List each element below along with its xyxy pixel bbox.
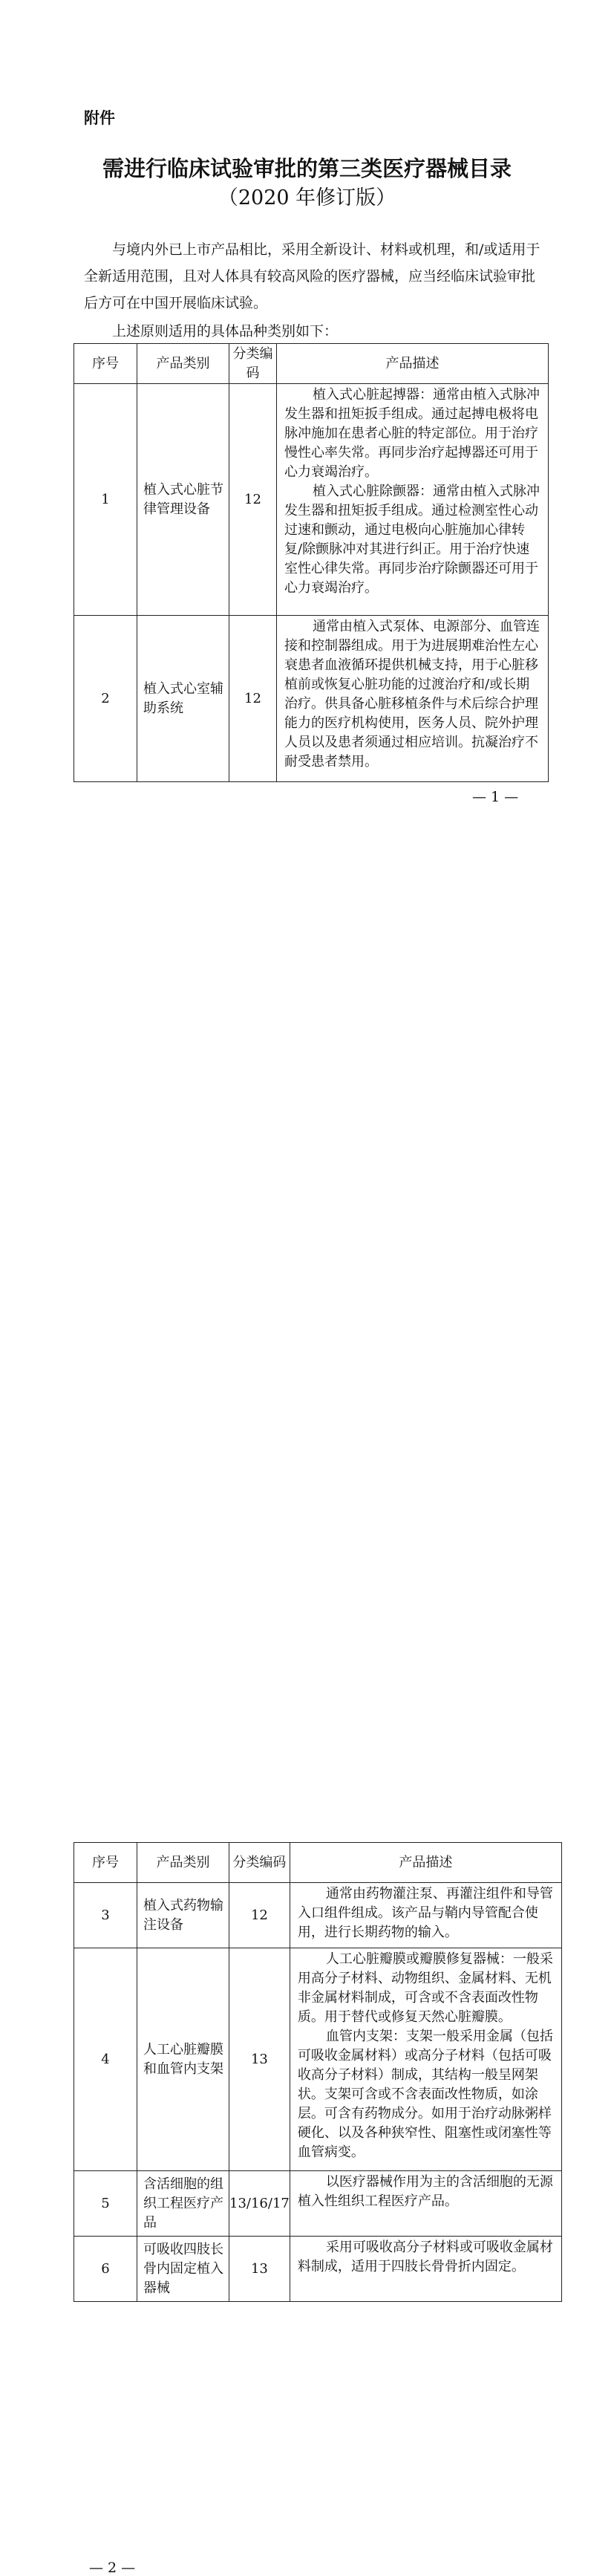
page-2: [0, 869, 614, 2576]
description-paragraph: 植入式心脏起搏器：通常由植入式脉冲发生器和扭矩扳手组成。通过起搏电极将电脉冲施加在患者心脏的特定部位。用于治疗慢性心率失常。再同步治疗起搏器还可用于心力衰竭治疗。: [284, 387, 540, 480]
description-paragraph: 通常由药物灌注泵、再灌注组件和导管入口组件组成。该产品与鞘内导管配合使用，进行长期药物的输入。: [297, 1886, 553, 1940]
intro-paragraph: 与境内外已上市产品相比，采用全新设计、材料或机理，和/或适用于全新适用范围，且对人体具有较高风险的医疗器械，应当经临床试验审批后方可在中国开展临床试验。: [84, 241, 540, 311]
description-paragraph: 采用可吸收高分子材料或可吸收金属材料制成，适用于四肢长骨骨折内固定。: [297, 2240, 553, 2274]
row-category: 可吸收四肢长骨内固定植入器械: [137, 2237, 229, 2302]
description-paragraph: 通常由植入式泵体、电源部分、血管连接和控制器组成。用于为进展期难治性左心衰患者血液循环提供机械支持，用于心脏移植前或恢复心脏功能的过渡治疗和/或长期治疗。供具备心脏移植条件与术后综合护理能力的医疗机构使用，医务人员、院外护理人员以及患者须通过相应培训。抗凝治疗不耐受患者禁用。: [284, 619, 540, 770]
page-number: — 2 —: [89, 2560, 136, 2576]
table-row: [74, 384, 549, 616]
row-code: 12: [229, 616, 277, 782]
table-row: [74, 1883, 562, 1948]
catalog-table-part-2: [74, 1842, 562, 2302]
table-row: [74, 616, 549, 782]
row-category: 人工心脏瓣膜和血管内支架: [137, 1948, 229, 2171]
row-description: [290, 1883, 561, 1948]
row-description: [290, 2171, 561, 2237]
row-description: [277, 616, 549, 782]
row-description: [290, 2237, 561, 2302]
row-seq: 4: [74, 1948, 137, 2171]
row-seq: 6: [74, 2237, 137, 2302]
table-row: [74, 2237, 562, 2302]
row-code: 13: [229, 1948, 290, 2171]
description-paragraph: 植入式心脏除颤器：通常由植入式脉冲发生器和扭矩扳手组成。通过检测室性心动过速和颤动，通过电极向心脏施加心律转复/除颤脉冲对其进行纠正。用于治疗快速室性心律失常。再同步治疗除颤器还可用于心力衰竭治疗。: [284, 484, 540, 596]
lead-paragraph: 上述原则适用的具体品种类别如下：: [112, 323, 339, 339]
header-category: 产品类别: [137, 344, 229, 384]
table-header-row: [74, 344, 549, 384]
row-seq: 3: [74, 1883, 137, 1948]
header-code: 分类编码: [229, 1843, 290, 1883]
description-paragraph: 以医疗器械作用为主的含活细胞的无源植入性组织工程医疗产品。: [297, 2174, 553, 2209]
document-title: 需进行临床试验审批的第三类医疗器械目录: [102, 156, 512, 181]
row-code: 12: [229, 384, 277, 616]
header-seq: 序号: [74, 1843, 137, 1883]
row-description: [277, 384, 549, 616]
header-category: 产品类别: [137, 1843, 229, 1883]
row-category: 植入式药物输注设备: [137, 1883, 229, 1948]
row-category: 植入式心室辅助系统: [137, 616, 229, 782]
description-paragraph: 血管内支架：支架一般采用金属（包括可吸收金属材料）或高分子材料（包括可吸收高分子材料）制成，其结构一般呈网架状。支架可含或不含表面改性物质，如涂层。可含有药物成分。如用于治疗动脉粥样硬化、以及各种狭窄性、阻塞性或闭塞性等血管病变。: [297, 2029, 553, 2160]
row-code: 12: [229, 1883, 290, 1948]
page-1: [0, 0, 614, 869]
table-header-row: [74, 1843, 562, 1883]
header-desc: 产品描述: [277, 344, 549, 384]
header-desc: 产品描述: [290, 1843, 561, 1883]
row-seq: 5: [74, 2171, 137, 2237]
row-seq: 2: [74, 616, 137, 782]
row-category: 含活细胞的组织工程医疗产品: [137, 2171, 229, 2237]
row-description: [290, 1948, 561, 2171]
attachment-label: 附件: [84, 109, 115, 127]
table-row: [74, 2171, 562, 2237]
header-code: 分类编码: [229, 344, 277, 384]
catalog-table-part-1: [74, 343, 549, 782]
document-subtitle: （2020 年修订版）: [218, 186, 396, 209]
page-number: — 1 —: [472, 789, 519, 805]
description-paragraph: 人工心脏瓣膜或瓣膜修复器械：一般采用高分子材料、动物组织、金属材料、无机非金属材料制成，可含或不含表面改性物质。用于替代或修复天然心脏瓣膜。: [297, 1951, 553, 2025]
row-code: 13/16/17: [229, 2171, 290, 2237]
row-code: 13: [229, 2237, 290, 2302]
row-category: 植入式心脏节律管理设备: [137, 384, 229, 616]
table-row: [74, 1948, 562, 2171]
header-seq: 序号: [74, 344, 137, 384]
row-seq: 1: [74, 384, 137, 616]
